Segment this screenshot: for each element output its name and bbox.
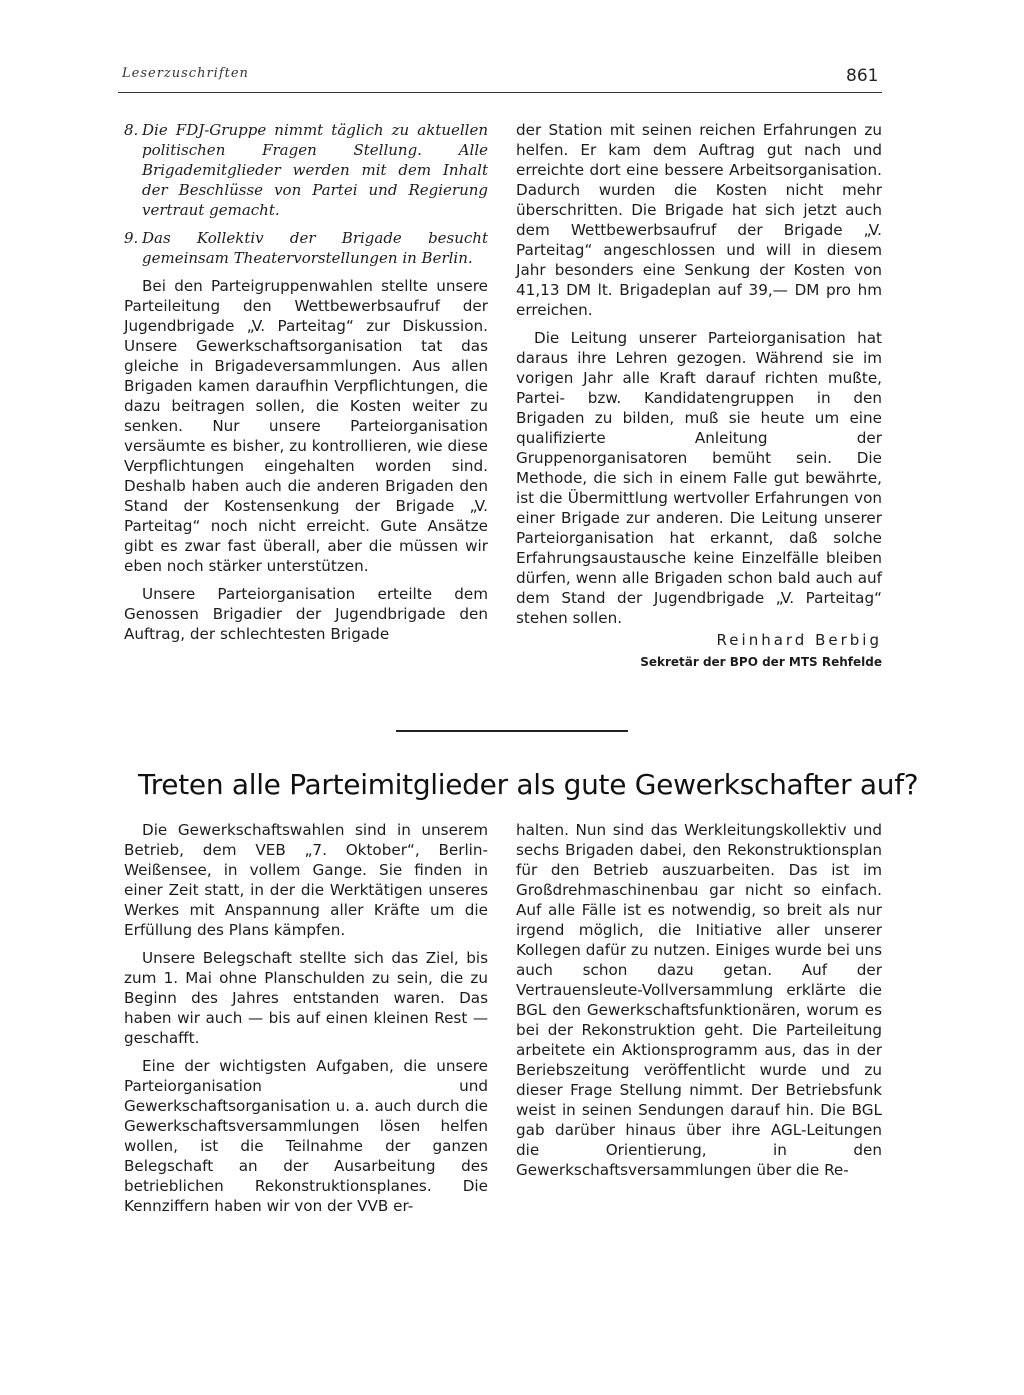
list-item-number: 9. — [124, 229, 139, 247]
paragraph: Die Gewerkschaftswahlen sind in unserem Betrieb, dem VEB „7. Oktober“, Berlin-Weißensee, in vollem Gange. Sie finden in einer Zeit statt, in der die Werktätigen unseres Werkes mit Anspannung aller Kräfte um die Erfüllung des Plans kämpfen. — [124, 821, 488, 939]
list-item-9 — [124, 228, 488, 268]
article1-right-column — [516, 120, 882, 672]
paragraph: Bei den Parteigruppenwahlen stellte unsere Parteileitung den Wettbewerbsaufruf der Jugendbrigade „V. Parteitag“ zur Diskussion. Unsere Gewerkschaftsorganisation tat das gleiche in Brigadeversammlungen. Aus allen Brigaden kamen daraufhin Verpflichtungen, die dazu beitragen sollen, die Kosten weiter zu senken. Nur unsere Parteiorganisation versäumte es bisher, zu kontrollieren, wie diese Verpflichtungen eingehalten worden sind. Deshalb haben auch die anderen Brigaden den Stand der Kostensenkung der Brigade „V. Parteitag“ noch nicht erreicht. Gute Ansätze gibt es zwar fast überall, aber die müssen wir eben noch stärker unterstützen. — [124, 277, 488, 575]
paragraph: Eine der wichtigsten Aufgaben, die unsere Parteiorganisation und Gewerkschaftsorganisation u. a. auch durch die Gewerkschaftsversammlungen lösen helfen wollen, ist die Teilnahme der ganzen Belegschaft an der Ausarbeitung des betrieblichen Rekonstruktionsplanes. Die Kennziffern haben wir von der VVB er- — [124, 1057, 488, 1215]
paragraph: der Station mit seinen reichen Erfahrungen zu helfen. Er kam dem Auftrag gut nach und erreichte dort eine bessere Arbeitsorganisation. Dadurch wurden die Kosten nicht mehr überschritten. Die Brigade hat sich jetzt auch dem Wettbewerbsaufruf der Brigade „V. Parteitag“ angeschlossen und will in diesem Jahr besonders eine Senkung der Kosten von 41,13 DM lt. Brigadeplan auf 39,— DM pro hm erreichen. — [516, 121, 882, 319]
article-divider — [396, 730, 628, 732]
header-rule — [118, 92, 882, 93]
paragraph: halten. Nun sind das Werkleitungskollektiv und sechs Brigaden dabei, den Rekonstruktionsplan für den Betrieb auszuarbeiten. Das ist im Großdrehmaschinenbau gar nicht so einfach. Auf alle Fälle ist es notwendig, so breit als nur irgend möglich, die Initiative aller unserer Kollegen dafür zu nutzen. Einiges wurde bei uns auch schon dazu getan. Auf der Vertrauensleute-Vollversammlung erklärte die BGL den Gewerkschaftsfunktionären, worum es bei der Rekonstruktion geht. Die Parteileitung arbeitete ein Aktionsprogramm aus, das in der Beriebszeitung veröffentlicht wurde und zu dieser Frage Stellung nimmt. Der Betriebsfunk weist in seinen Sendungen darauf hin. Die BGL gab darüber hinaus über ihre AGL-Leitungen die Orientierung, in den Gewerkschaftsversammlungen über die Re- — [516, 821, 882, 1179]
article2-right-column — [516, 820, 882, 1180]
article1-left-column — [124, 120, 488, 644]
running-header-section: Leserzuschriften — [122, 66, 249, 81]
paragraph: Die Leitung unserer Parteiorganisation hat daraus ihre Lehren gezogen. Während sie im vorigen Jahr alle Kraft darauf richten mußte, Partei- bzw. Kandidatengruppen in den Brigaden zu bilden, muß sie heute um eine qualifizierte Anleitung der Gruppenorganisatoren bemüht sein. Die Methode, die sich in einem Falle gut bewährte, ist die Übermittlung wertvoller Erfahrungen von einer Brigade zur anderen. Die Leitung unserer Parteiorganisation hat erkannt, daß solche Erfahrungsaustausche keine Einzelfälle bleiben dürfen, wenn alle Brigaden schon bald auch auf dem Stand der Jugendbrigade „V. Parteitag“ stehen sollen. — [516, 329, 882, 627]
paragraph: Unsere Parteiorganisation erteilte dem Genossen Brigadier der Jugendbrigade den Auftrag, der schlechtesten Brigade — [124, 585, 488, 643]
paragraph: Unsere Belegschaft stellte sich das Ziel, bis zum 1. Mai ohne Planschulden zu sein, die zu Beginn des Jahres entstanden waren. Das haben wir auch — bis auf einen kleinen Rest — geschafft. — [124, 949, 488, 1047]
author-role: Sekretär der BPO der MTS Rehfelde — [640, 655, 882, 669]
author-name: Reinhard Berbig — [716, 631, 882, 649]
list-item-8 — [124, 120, 488, 220]
list-item-text: Das Kollektiv der Brigade besucht gemeinsam Theatervorstellungen in Berlin. — [142, 229, 488, 267]
article-headline: Treten alle Parteimitglieder als gute Gewerkschafter auf? — [138, 768, 919, 801]
list-item-number: 8. — [124, 121, 139, 139]
article2-left-column — [124, 820, 488, 1216]
list-item-text: Die FDJ-Gruppe nimmt täglich zu aktuellen politischen Fragen Stellung. Alle Brigademitglieder werden mit dem Inhalt der Beschlüsse von Partei und Regierung vertraut gemacht. — [142, 121, 488, 219]
page-number: 861 — [846, 66, 879, 86]
